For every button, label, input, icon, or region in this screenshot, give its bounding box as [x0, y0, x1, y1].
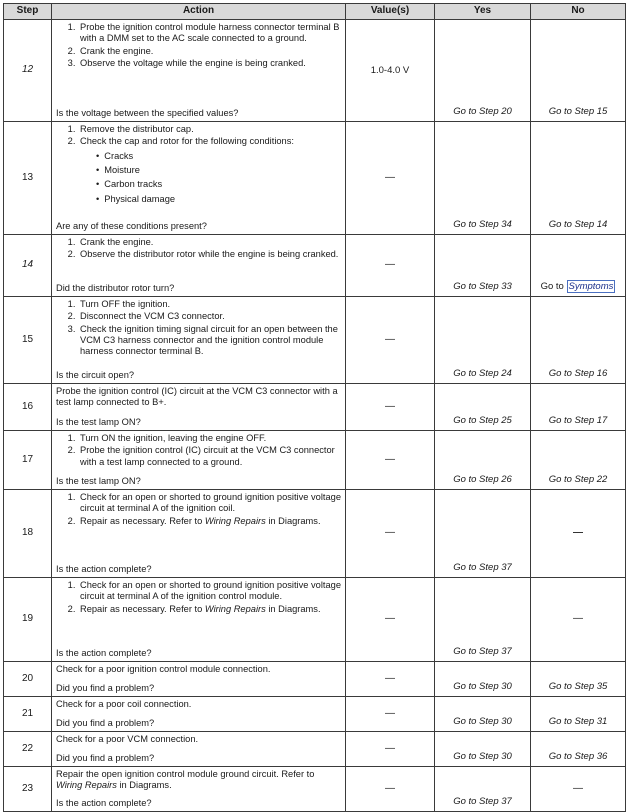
- step-number: 22: [4, 732, 52, 767]
- action-cell: [52, 490, 346, 578]
- action-item-text: Check the cap and rotor for the following conditions:: [80, 136, 294, 147]
- header-action: Action: [52, 4, 346, 20]
- action-item: 2. Probe the ignition control (IC) circuit at the VCM C3 connector with a test lamp connected to a ground.: [78, 445, 341, 468]
- value-cell: —: [346, 662, 435, 697]
- no-link[interactable]: Go to Step 35: [531, 662, 626, 697]
- action-question: Are any of these conditions present?: [56, 220, 207, 231]
- step-number: 20: [4, 662, 52, 697]
- condition-item: • Physical damage: [94, 194, 341, 205]
- value-cell: —: [346, 122, 435, 235]
- no-link[interactable]: Go to Step 16: [531, 297, 626, 384]
- step-number: 23: [4, 767, 52, 812]
- yes-link[interactable]: Go to Step 33: [435, 235, 531, 297]
- step-number: 13: [4, 122, 52, 235]
- action-cell: [52, 578, 346, 662]
- header-yes: Yes: [435, 4, 531, 20]
- yes-link[interactable]: Go to Step 37: [435, 578, 531, 662]
- action-item: [78, 604, 341, 615]
- step-number: 14: [4, 235, 52, 297]
- header-row: [4, 4, 626, 20]
- value-cell: —: [346, 578, 435, 662]
- step-number: 21: [4, 697, 52, 732]
- action-text-part: in Diagrams.: [116, 780, 172, 791]
- action-text: Check for a poor ignition control module connection.: [56, 664, 271, 674]
- yes-link[interactable]: Go to Step 24: [435, 297, 531, 384]
- no-prefix: Go to: [540, 281, 564, 293]
- value-cell: —: [346, 431, 435, 490]
- value-cell: —: [346, 732, 435, 767]
- action-item-text: in Diagrams.: [265, 515, 321, 526]
- action-item: 1. Check for an open or shorted to ground ignition positive voltage circuit at terminal A of the ignition coil.: [78, 492, 341, 515]
- condition-item: • Cracks: [94, 151, 341, 162]
- action-cell: [52, 697, 346, 732]
- step-number: 16: [4, 384, 52, 431]
- step-number: 19: [4, 578, 52, 662]
- action-item-text: in Diagrams.: [265, 603, 321, 614]
- value-cell: 1.0-4.0 V: [346, 20, 435, 122]
- yes-link[interactable]: Go to Step 30: [435, 697, 531, 732]
- value-cell: —: [346, 235, 435, 297]
- action-question: Is the test lamp ON?: [56, 475, 141, 486]
- wiring-repairs-ref: Wiring Repairs: [204, 603, 266, 614]
- step-number: 12: [4, 20, 52, 122]
- no-link[interactable]: Go to Step 17: [531, 384, 626, 431]
- no-link[interactable]: Go to Step 31: [531, 697, 626, 732]
- action-item: 1. Crank the engine.: [78, 237, 341, 248]
- action-cell: [52, 384, 346, 431]
- step-number: 15: [4, 297, 52, 384]
- action-cell: [52, 732, 346, 767]
- table-row-step-16: [4, 384, 626, 431]
- action-item: 2. Disconnect the VCM C3 connector.: [78, 311, 341, 322]
- no-cell: —: [531, 767, 626, 812]
- action-question: Is the action complete?: [56, 797, 152, 808]
- action-text: Probe the ignition control (IC) circuit at the VCM C3 connector with a test lamp connected to B+.: [56, 386, 338, 408]
- table-row-step-22: [4, 732, 626, 767]
- table-row-step-12: [4, 20, 626, 122]
- no-link[interactable]: Go to Step 36: [531, 732, 626, 767]
- condition-item: • Moisture: [94, 165, 341, 176]
- no-cell: [531, 235, 626, 297]
- yes-link[interactable]: Go to Step 30: [435, 662, 531, 697]
- action-item: [78, 136, 341, 205]
- action-cell: [52, 662, 346, 697]
- step-number: 17: [4, 431, 52, 490]
- action-question: Did the distributor rotor turn?: [56, 282, 175, 293]
- action-item: 3. Check the ignition timing signal circuit for an open between the VCM C3 harness connector and the ignition control module harness connector terminal B.: [78, 324, 341, 358]
- action-text: Check for a poor VCM connection.: [56, 734, 199, 744]
- action-item: 1. Check for an open or shorted to ground ignition positive voltage circuit at terminal A of the ignition control module.: [78, 580, 341, 603]
- action-cell: [52, 20, 346, 122]
- no-cell: —: [531, 578, 626, 662]
- action-cell: [52, 767, 346, 812]
- action-cell: [52, 431, 346, 490]
- value-cell: —: [346, 767, 435, 812]
- yes-link[interactable]: Go to Step 25: [435, 384, 531, 431]
- action-item: 1. Remove the distributor cap.: [78, 124, 341, 135]
- table-row-step-18: [4, 490, 626, 578]
- no-cell: [531, 490, 626, 578]
- table-row-step-17: [4, 431, 626, 490]
- yes-link[interactable]: Go to Step 34: [435, 122, 531, 235]
- action-text: [56, 769, 341, 792]
- action-cell: [52, 235, 346, 297]
- no-link[interactable]: Go to Step 14: [531, 122, 626, 235]
- action-item: 3. Observe the voltage while the engine is being cranked.: [78, 58, 341, 69]
- value-cell: —: [346, 697, 435, 732]
- action-item-text: Repair as necessary. Refer to: [80, 603, 205, 614]
- step-number: 18: [4, 490, 52, 578]
- table-row-step-20: [4, 662, 626, 697]
- symptoms-link[interactable]: Symptoms: [568, 281, 614, 293]
- header-no: No: [531, 4, 626, 20]
- table-row-step-19: [4, 578, 626, 662]
- action-question: Is the action complete?: [56, 563, 152, 574]
- table-row-step-21: [4, 697, 626, 732]
- action-question: Is the circuit open?: [56, 369, 135, 380]
- action-item: 1. Turn ON the ignition, leaving the engine OFF.: [78, 433, 341, 444]
- value-cell: —: [346, 297, 435, 384]
- wiring-repairs-ref: Wiring Repairs: [56, 780, 117, 791]
- header-step: Step: [4, 4, 52, 20]
- value-cell: —: [346, 384, 435, 431]
- action-item: 2. Observe the distributor rotor while the engine is being cranked.: [78, 249, 341, 260]
- table-row-step-15: [4, 297, 626, 384]
- yes-link[interactable]: Go to Step 30: [435, 732, 531, 767]
- action-cell: [52, 122, 346, 235]
- action-text: Check for a poor coil connection.: [56, 699, 192, 709]
- yes-link[interactable]: Go to Step 26: [435, 431, 531, 490]
- wiring-repairs-ref: Wiring Repairs: [204, 515, 266, 526]
- value-cell: —: [346, 490, 435, 578]
- condition-item: • Carbon tracks: [94, 179, 341, 190]
- action-item: 1. Turn OFF the ignition.: [78, 299, 341, 310]
- action-item-text: Repair as necessary. Refer to: [80, 515, 205, 526]
- table-row-step-23: [4, 767, 626, 812]
- yes-link[interactable]: Go to Step 20: [435, 20, 531, 122]
- action-item: 2. Crank the engine.: [78, 46, 341, 57]
- action-question: Is the test lamp ON?: [56, 416, 141, 427]
- empty-dash: [573, 532, 583, 533]
- header-values: Value(s): [346, 4, 435, 20]
- action-text-part: Repair the open ignition control module ground circuit. Refer to: [56, 769, 315, 779]
- action-question: Did you find a problem?: [56, 682, 155, 693]
- action-cell: [52, 297, 346, 384]
- action-item: 1. Probe the ignition control module harness connector terminal B with a DMM set to the AC scale connected to a ground.: [78, 22, 341, 45]
- yes-link[interactable]: Go to Step 37: [435, 490, 531, 578]
- diagnostic-table: [3, 3, 626, 812]
- no-link[interactable]: Go to Step 15: [531, 20, 626, 122]
- no-link[interactable]: Go to Step 22: [531, 431, 626, 490]
- action-question: Is the voltage between the specified values?: [56, 107, 239, 118]
- table-row-step-13: [4, 122, 626, 235]
- action-question: Is the action complete?: [56, 647, 152, 658]
- yes-link[interactable]: Go to Step 37: [435, 767, 531, 812]
- table-row-step-14: [4, 235, 626, 297]
- action-question: Did you find a problem?: [56, 717, 155, 728]
- action-item: [78, 516, 341, 527]
- action-question: Did you find a problem?: [56, 752, 155, 763]
